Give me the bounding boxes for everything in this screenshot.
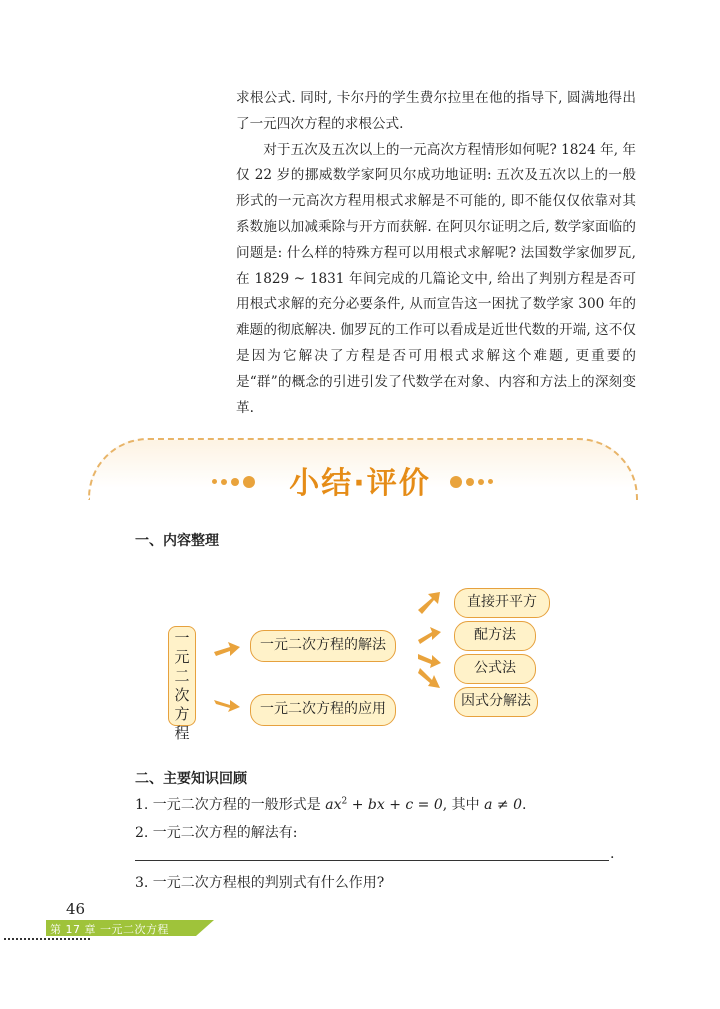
arrows-to-method-list: [414, 584, 444, 692]
diagram-branch-methods-label: 一元二次方程的解法: [260, 637, 386, 653]
formula-rest: + bx + c = 0: [347, 797, 443, 813]
passage-paragraph-1: 求根公式. 同时, 卡尔丹的学生费尔拉里在他的指导下, 圆满地得出了一元四次方程的求根公式.: [236, 90, 636, 132]
page-number: 46: [66, 900, 86, 918]
arrow-to-methods: [212, 638, 242, 660]
section-heading-review: 二、主要知识回顾: [135, 771, 247, 787]
chapter-label: 第 17 章 一元二次方程: [50, 923, 169, 936]
method-item-label: 配方法: [474, 627, 516, 643]
formula-exponent: 2: [341, 796, 348, 807]
diagram-branch-applications-label: 一元二次方程的应用: [260, 701, 386, 717]
footer-dotted-line: [4, 938, 90, 940]
question-3: 3. 一元二次方程根的判别式有什么作用?: [135, 875, 385, 891]
method-item: [454, 621, 536, 651]
question-1: [135, 794, 526, 814]
question-2-end: .: [610, 846, 615, 862]
method-item: [454, 588, 550, 618]
question-1-text: 1. 一元二次方程的一般形式是: [135, 797, 326, 813]
formula-condition: a ≠ 0: [484, 797, 522, 813]
diagram-root-label: 一元二次方程: [174, 629, 190, 742]
banner-title: 小结·评价: [289, 466, 431, 501]
diagram-branch-applications: [250, 694, 396, 726]
passage: [236, 86, 636, 421]
method-item: [454, 687, 538, 717]
diagram-root: [168, 626, 196, 742]
question-1-suffix: , 其中: [442, 797, 485, 813]
section-heading-content: 一、内容整理: [135, 533, 219, 549]
question-1-end: .: [522, 797, 527, 813]
formula-term: ax: [325, 797, 342, 813]
question-2: 2. 一元二次方程的解法有:: [135, 825, 298, 841]
method-item-label: 直接开平方: [467, 594, 537, 610]
arrow-to-applications: [212, 694, 242, 716]
passage-paragraph-2: 对于五次及五次以上的一元高次方程情形如何呢? 1824 年, 年仅 22 岁的挪威数学家阿贝尔成功地证明: 五次及五次以上的一般形式的一元高次方程用根式求解是不可能的, 即不能仅仅依靠对其系数施以加减乘除与开方而获解. 在阿贝尔证明之后, 数学家面临的问题是: 什么样的特殊方程可以用根式求解呢? 法国数学家伽罗瓦, 在 1829 ~ 1831 年间完成的几篇论文中, 给出了判别方程是否可用根式求解的充分必要条件, 从而宣告这一困扰了数学家 300 年的难题的彻底解决. 伽罗瓦的工作可以看成是近世代数的开端, 这不仅是因为它解决了方程是否可用根式求解这个难题, 更重要的是“群”的概念的引进引发了代数学在对象、内容和方法上的深刻变革.: [236, 141, 636, 416]
method-item-label: 公式法: [474, 660, 516, 676]
diagram-branch-methods: [250, 630, 396, 662]
answer-blank-line: [135, 860, 609, 861]
method-item: [454, 654, 536, 684]
method-item-label: 因式分解法: [461, 693, 531, 709]
